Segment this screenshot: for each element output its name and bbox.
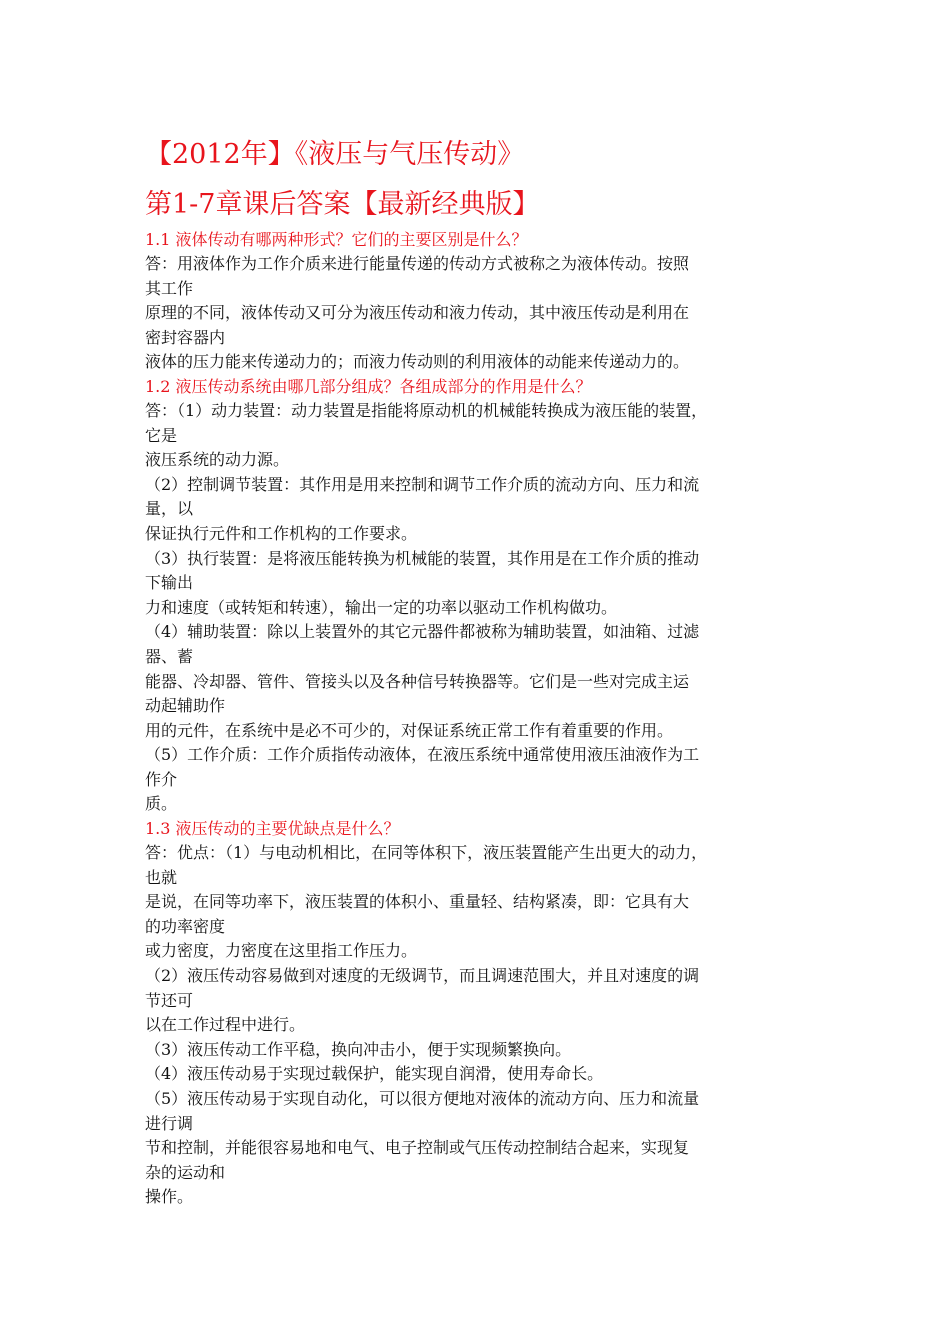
question-heading: 1.3 液压传动的主要优缺点是什么？ bbox=[145, 819, 400, 839]
answer-text-line: 进行调 bbox=[145, 1113, 194, 1133]
answer-text-line: （2）控制调节装置：其作用是用来控制和调节工作介质的流动方向、压力和流 bbox=[145, 474, 700, 494]
question-heading: 1.1 液体传动有哪两种形式？它们的主要区别是什么？ bbox=[145, 230, 528, 249]
answer-text-line: 动起辅助作 bbox=[145, 696, 226, 716]
answer-text-line: 力和速度（或转矩和转速），输出一定的功率以驱动工作机构做功。 bbox=[145, 597, 618, 617]
answer-text-line: 用的元件，在系统中是必不可少的，对保证系统正常工作有着重要的作用。 bbox=[145, 720, 674, 740]
document-content bbox=[145, 132, 825, 1210]
answer-text-line: 的功率密度 bbox=[145, 916, 226, 936]
answer-text-line: 答：优点：（1）与电动机相比，在同等体积下，液压装置能产生出更大的动力， bbox=[145, 843, 708, 863]
answer-text-line: （4）液压传动易于实现过载保护，能实现自润滑，使用寿命长。 bbox=[145, 1064, 604, 1084]
answer-text-line: 杂的运动和 bbox=[145, 1162, 226, 1182]
answer-text-line: 操作。 bbox=[145, 1187, 194, 1207]
answer-text-line: 节和控制，并能很容易地和电气、电子控制或气压传动控制结合起来，实现复 bbox=[145, 1138, 690, 1158]
answer-text-line: 密封容器内 bbox=[145, 327, 226, 347]
answer-text-line: 或力密度，力密度在这里指工作压力。 bbox=[145, 941, 418, 961]
answer-text-line: 其工作 bbox=[145, 278, 194, 298]
answer-text-line: 答：用液体作为工作介质来进行能量传递的传动方式被称之为液体传动。按照 bbox=[145, 254, 690, 273]
answer-text-line: 量，以 bbox=[145, 499, 194, 519]
answer-text-line: 节还可 bbox=[145, 990, 194, 1010]
answer-text-line: （4）辅助装置：除以上装置外的其它元器件都被称为辅助装置，如油箱、过滤 bbox=[145, 622, 700, 642]
answer-text-line: 它是 bbox=[145, 425, 178, 445]
answer-text-line: 保证执行元件和工作机构的工作要求。 bbox=[145, 523, 418, 543]
answer-text-line: 液体的压力能来传递动力的；而液力传动则的利用液体的动能来传递动力的。 bbox=[145, 352, 690, 372]
answer-text-line: 也就 bbox=[145, 867, 178, 887]
document-title: 【2012年】《液压与气压传动》 bbox=[145, 139, 525, 170]
answer-text-line: （3）液压传动工作平稳，换向冲击小，便于实现频繁换向。 bbox=[145, 1039, 572, 1059]
answer-sections bbox=[145, 228, 825, 1210]
question-section bbox=[145, 817, 825, 1210]
answer-text-line: 作介 bbox=[145, 769, 178, 789]
answer-text-line: 质。 bbox=[145, 794, 178, 814]
answer-text-line: （3）执行装置：是将液压能转换为机械能的装置，其作用是在工作介质的推动 bbox=[145, 548, 700, 568]
answer-text-line: （5）液压传动易于实现自动化，可以很方便地对液体的流动方向、压力和流量 bbox=[145, 1089, 700, 1108]
answer-text-line: 原理的不同，液体传动又可分为液压传动和液力传动，其中液压传动是利用在 bbox=[145, 303, 690, 323]
question-heading: 1.2 液压传动系统由哪几部分组成？各组成部分的作用是什么？ bbox=[145, 376, 592, 396]
answer-text-line: 下输出 bbox=[145, 573, 194, 593]
answer-text-line: （2）液压传动容易做到对速度的无级调节，而且调速范围大，并且对速度的调 bbox=[145, 966, 700, 986]
question-section bbox=[145, 375, 825, 817]
answer-text-line: 液压系统的动力源。 bbox=[145, 450, 290, 470]
answer-text-line: 器、蓄 bbox=[145, 646, 194, 666]
answer-text-line: 是说，在同等功率下，液压装置的体积小、重量轻、结构紧凑，即：它具有大 bbox=[145, 892, 690, 912]
answer-text-line: 能器、冷却器、管件、管接头以及各种信号转换器等。它们是一些对完成主运 bbox=[145, 671, 690, 691]
document-subtitle: 第1-7章课后答案【最新经典版】 bbox=[145, 189, 540, 220]
answer-text-line: 以在工作过程中进行。 bbox=[145, 1015, 306, 1035]
answer-text-line: 答：（1）动力装置：动力装置是指能将原动机的机械能转换成为液压能的装置， bbox=[145, 400, 708, 420]
answer-text-line: （5）工作介质：工作介质指传动液体，在液压系统中通常使用液压油液作为工 bbox=[145, 745, 700, 765]
question-section bbox=[145, 228, 825, 375]
